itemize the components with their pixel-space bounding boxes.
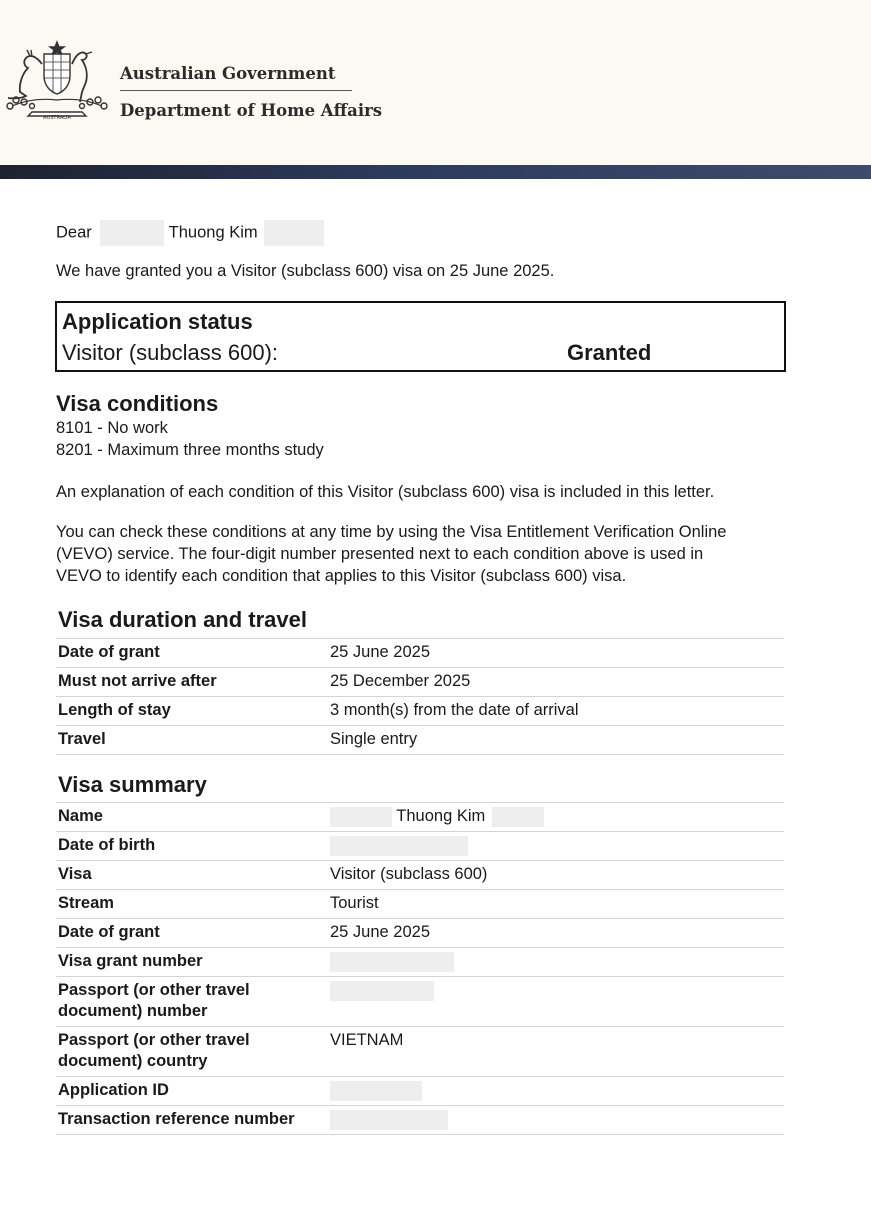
row-value-redacted <box>326 1106 784 1135</box>
duration-table <box>56 638 784 755</box>
table-row <box>56 861 784 890</box>
row-label: Must not arrive after <box>56 668 326 697</box>
redacted-application-id <box>330 1081 422 1101</box>
row-label: Transaction reference number <box>56 1106 326 1135</box>
row-label: Travel <box>56 726 326 755</box>
row-label: Date of grant <box>56 639 326 668</box>
row-value: VIETNAM <box>326 1027 784 1077</box>
redacted-transaction-reference <box>330 1110 448 1130</box>
row-label: Application ID <box>56 1077 326 1106</box>
table-row <box>56 832 784 861</box>
table-row <box>56 726 784 755</box>
department-name: Department of Home Affairs <box>120 101 383 120</box>
row-label: Stream <box>56 890 326 919</box>
row-label: Passport (or other travel document) number <box>56 977 326 1027</box>
row-label: Name <box>56 803 326 832</box>
row-label: Date of birth <box>56 832 326 861</box>
redacted-date-of-birth <box>330 836 468 856</box>
row-value: Tourist <box>326 890 784 919</box>
visa-conditions-title: Visa conditions <box>56 391 219 416</box>
table-row <box>56 639 784 668</box>
redacted-visa-grant-number <box>330 952 454 972</box>
row-label: Visa grant number <box>56 948 326 977</box>
row-label: Length of stay <box>56 697 326 726</box>
row-label: Visa <box>56 861 326 890</box>
table-row <box>56 668 784 697</box>
table-row <box>56 977 784 1027</box>
row-value: 25 June 2025 <box>326 639 784 668</box>
redacted-surname <box>100 220 164 246</box>
row-value: 25 December 2025 <box>326 668 784 697</box>
row-value: Single entry <box>326 726 784 755</box>
svg-text:AUSTRALIA: AUSTRALIA <box>43 115 71 121</box>
table-row <box>56 803 784 832</box>
coat-of-arms-icon <box>2 40 112 122</box>
row-label: Date of grant <box>56 919 326 948</box>
redacted-surname <box>330 807 392 827</box>
application-status-value: Granted <box>567 340 652 365</box>
table-row <box>56 948 784 977</box>
redacted-given-name <box>492 807 544 827</box>
table-row <box>56 919 784 948</box>
table-row <box>56 1077 784 1106</box>
condition-item: 8101 - No work <box>56 419 168 437</box>
row-value-redacted <box>326 832 784 861</box>
government-name: Australian Government <box>120 64 336 83</box>
row-value: Visitor (subclass 600) <box>326 861 784 890</box>
duration-section-title: Visa duration and travel <box>58 607 308 632</box>
row-label: Passport (or other travel document) country <box>56 1027 326 1077</box>
table-row <box>56 890 784 919</box>
header-bar <box>0 165 871 179</box>
summary-table <box>56 802 784 1135</box>
vevo-paragraph-line: VEVO to identify each condition that applies to this Visitor (subclass 600) visa. <box>56 567 627 585</box>
table-row <box>56 1027 784 1077</box>
redacted-given-name <box>264 220 324 246</box>
table-row <box>56 697 784 726</box>
conditions-explanation: An explanation of each condition of this Visitor (subclass 600) visa is included in this letter. <box>56 483 715 501</box>
vevo-paragraph-line: (VEVO) service. The four-digit number presented next to each condition above is used in <box>56 545 704 563</box>
row-value: 25 June 2025 <box>326 919 784 948</box>
application-status-label: Visitor (subclass 600): <box>62 340 279 365</box>
row-value: 3 month(s) from the date of arrival <box>326 697 784 726</box>
application-status-box <box>55 301 786 372</box>
summary-section-title: Visa summary <box>58 772 207 797</box>
redacted-passport-number <box>330 981 434 1001</box>
summary-name: Thuong Kim <box>396 807 486 825</box>
row-value-redacted <box>326 948 784 977</box>
recipient-name: Thuong Kim <box>168 223 258 242</box>
salutation-line <box>56 220 324 246</box>
table-row <box>56 1106 784 1135</box>
row-value-redacted <box>326 1077 784 1106</box>
vevo-paragraph-line: You can check these conditions at any time by using the Visa Entitlement Verification Online <box>56 523 727 541</box>
condition-item: 8201 - Maximum three months study <box>56 441 324 459</box>
salutation: Dear <box>56 223 92 242</box>
application-status-title: Application status <box>62 309 253 334</box>
grant-sentence: We have granted you a Visitor (subclass 600) visa on 25 June 2025. <box>56 262 555 280</box>
row-value-name <box>326 803 784 832</box>
row-value-redacted <box>326 977 784 1027</box>
header-divider <box>120 90 352 91</box>
